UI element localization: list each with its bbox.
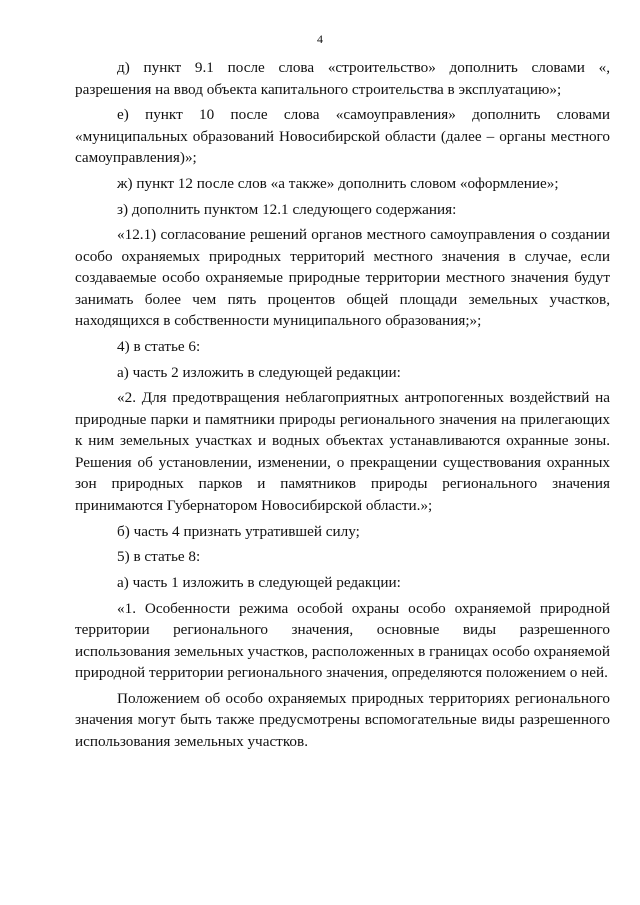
paragraph-e: е) пункт 10 после слова «самоуправления» дополнить словами «муниципальных образований Новосибирской области (далее – органы местного самоуправления)»; bbox=[75, 106, 610, 167]
paragraph-auxiliary-uses: Положением об особо охраняемых природных территориях регионального значения могут быть также предусмотрены вспомогательные виды разрешенного использования земельных участков. bbox=[75, 689, 610, 750]
paragraph-part-2-text: «2. Для предотвращения неблагоприятных антропогенных воздействий на природные парки и памятники природы регионального значения на прилегающих к ним земельных участках и водных объектах устанавливаются охранные зоны. Решения об установлении, изменении, о прекращении существования охранных зон природных парков и памятников природы регионального значения принимаются Губернатором Новосибирской области.»; bbox=[75, 389, 610, 514]
paragraph-article-6-b: б) часть 4 признать утратившей силу; bbox=[117, 522, 360, 540]
paragraph-z: з) дополнить пунктом 12.1 следующего содержания: bbox=[117, 200, 457, 218]
paragraph-article-6-a: а) часть 2 изложить в следующей редакции: bbox=[117, 363, 401, 381]
page-number: 4 bbox=[317, 32, 323, 46]
paragraph-article-8-a: а) часть 1 изложить в следующей редакции: bbox=[117, 573, 401, 591]
paragraph-d: д) пункт 9.1 после слова «строительство» дополнить словами «, разрешения на ввод объекта капитального строительства в эксплуатацию»; bbox=[75, 59, 610, 98]
document-body bbox=[75, 57, 610, 756]
paragraph-article-8: 5) в статье 8: bbox=[117, 548, 201, 566]
paragraph-article-6: 4) в статье 6: bbox=[117, 337, 201, 355]
paragraph-part-1-text: «1. Особенности режима особой охраны особо охраняемой природной территории регионального значения, основные виды разрешенного использования земельных участков, расположенных в границах особо охраняемой природной территории регионального значения, определяются положением о ней. bbox=[75, 599, 610, 682]
paragraph-12-1: «12.1) согласование решений органов местного самоуправления о создании особо охраняемых природных территорий местного значения в случае, если создаваемые особо охраняемые природные территории местного значения будут занимать более чем пять процентов общей площади земельных участков, находящихся в собственности муниципального образования;»; bbox=[75, 226, 610, 330]
paragraph-zh: ж) пункт 12 после слов «а также» дополнить словом «оформление»; bbox=[117, 174, 559, 192]
